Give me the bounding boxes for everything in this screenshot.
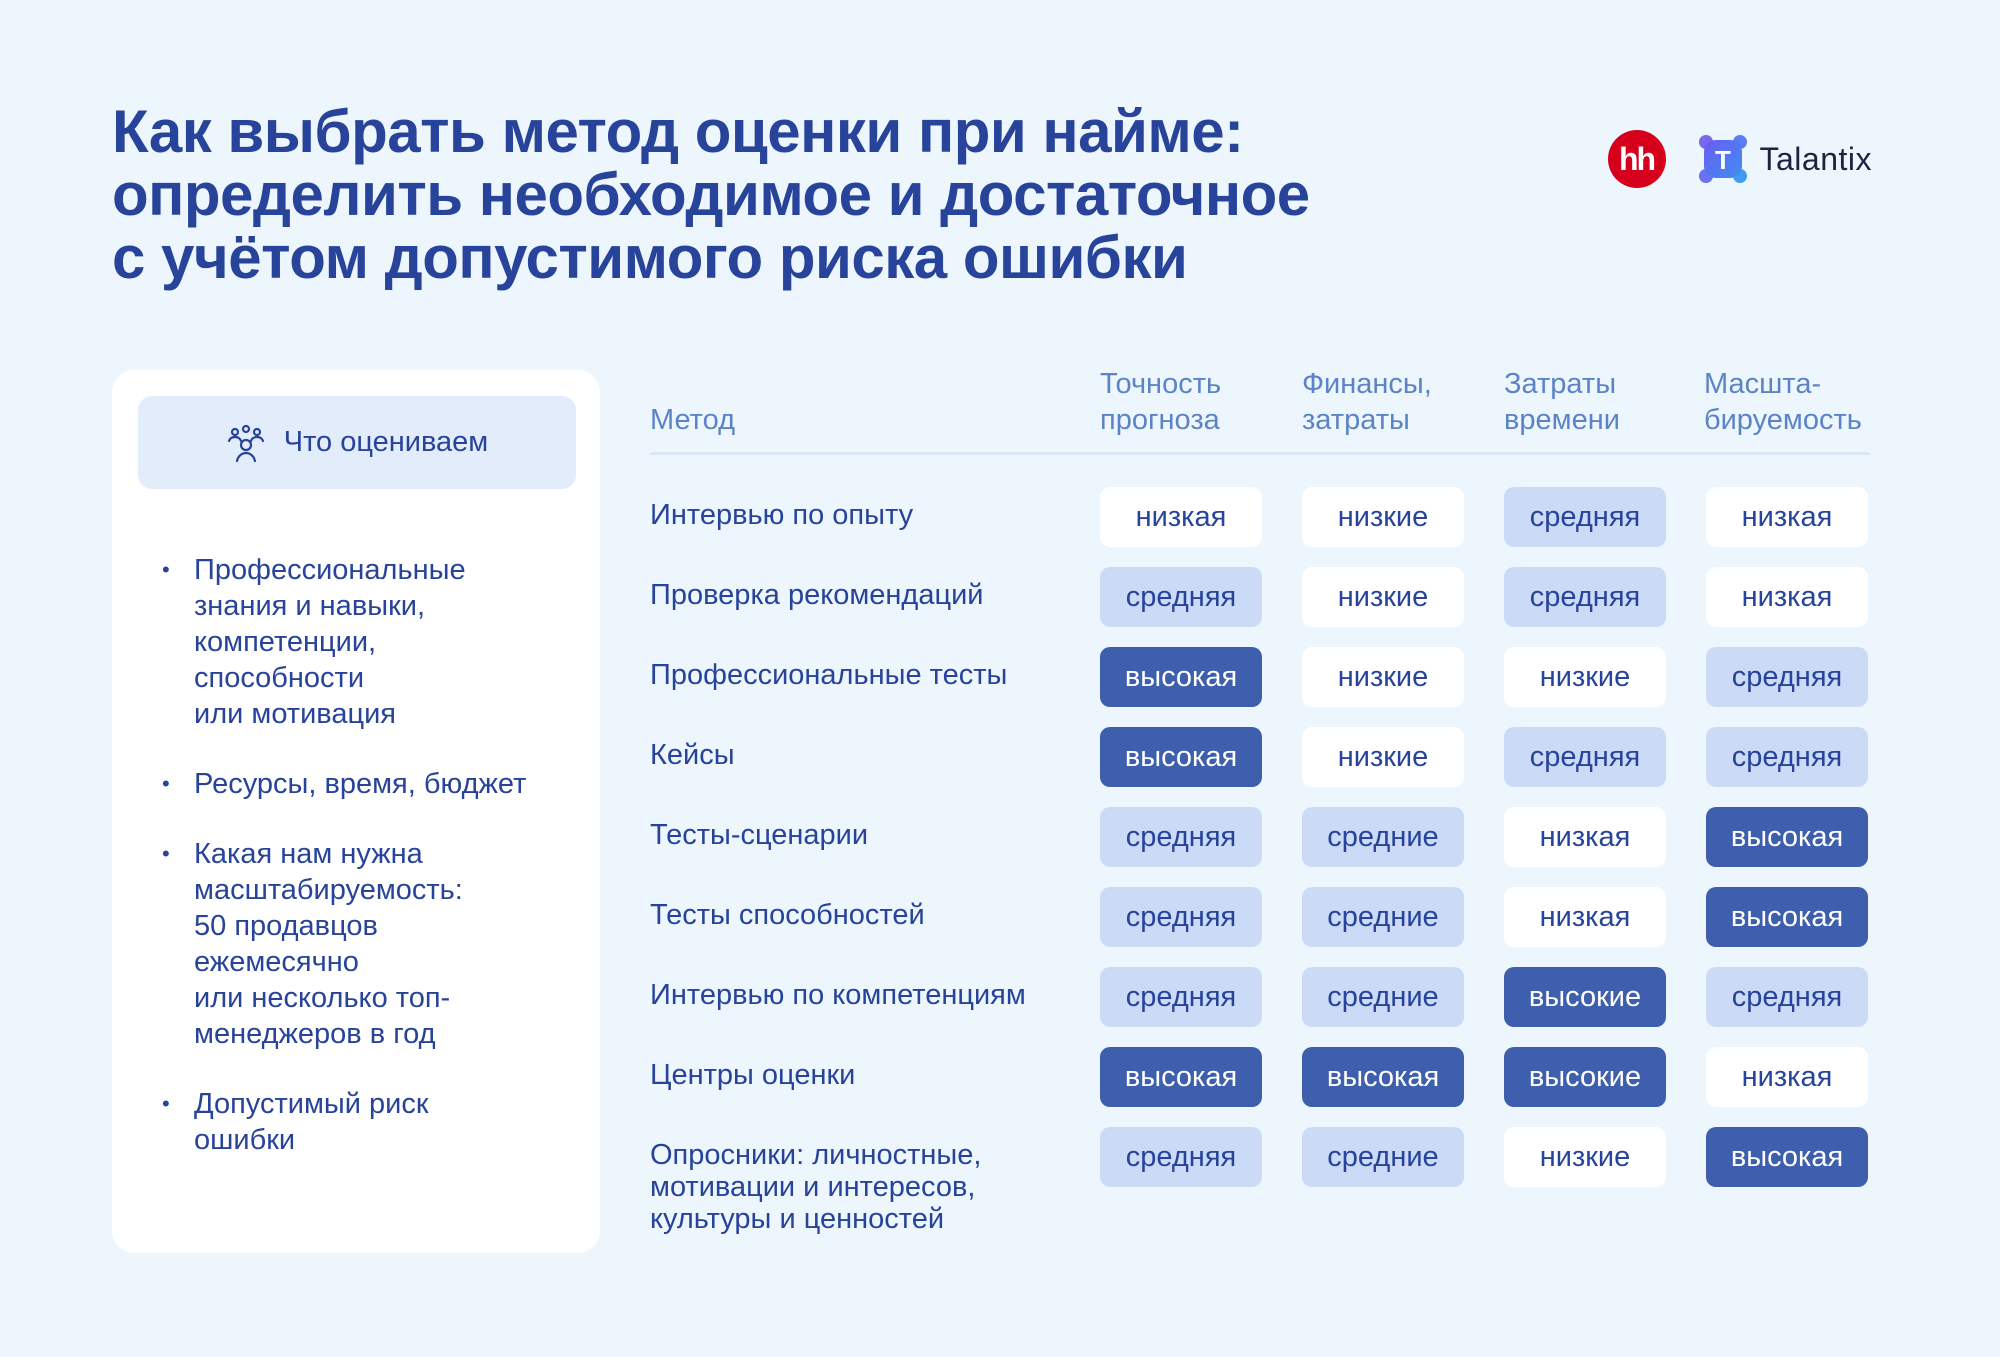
rating-badge: высокая [1100,647,1262,707]
rating-badge: высокая [1706,807,1868,867]
header-accuracy: Точность прогноза [1100,368,1222,436]
page-title [112,100,1412,289]
criteria-item: • Ресурсы, время, бюджет [162,766,572,802]
rating-badge: средняя [1706,967,1868,1027]
rating-badge: средняя [1100,807,1262,867]
logos [1608,130,1873,188]
rating-badge: средние [1302,807,1464,867]
people-group-icon [226,423,266,463]
title-line-2: определить необходимое и достаточное [112,161,1310,228]
table-row [650,727,1870,787]
talantix-letter: T [1714,145,1731,175]
rating-badge: низкая [1706,487,1868,547]
methods-table [650,360,1870,1235]
criteria-list [162,552,572,1192]
table-row [650,1047,1870,1107]
table-header [650,360,1870,455]
header-method: Метод [650,404,736,436]
rating-badge: низкая [1100,487,1262,547]
criteria-header-label: Что оцениваем [283,426,489,458]
rating-badge: средняя [1100,1127,1262,1187]
header-scalability: Масшта- бируемость [1704,368,1862,436]
rating-badge: низкие [1302,647,1464,707]
rating-badge: высокая [1100,727,1262,787]
rating-badge: низкие [1302,727,1464,787]
rating-badge: высокая [1302,1047,1464,1107]
title-line-1: Как выбрать метод оценки при найме: [112,98,1244,165]
table-row [650,807,1870,867]
rating-badge: высокая [1100,1047,1262,1107]
method-name: Тесты-сценарии [650,819,869,851]
method-name: Тесты способностей [650,899,925,931]
rating-badge: средние [1302,967,1464,1027]
rating-badge: средняя [1504,727,1666,787]
rating-badge: средняя [1504,567,1666,627]
method-name: Профессиональные тесты [650,659,1008,691]
hh-logo-text: hh [1618,140,1655,177]
method-name: Интервью по компетенциям [650,979,1026,1011]
table-row [650,967,1870,1027]
method-name: Опросники: личностные, мотивации и интересов, культуры и ценностей [650,1139,982,1235]
rating-badge: низкие [1302,487,1464,547]
rating-badge: средняя [1100,567,1262,627]
talantix-logo [1698,134,1873,184]
table-row [650,1127,1870,1235]
table-row [650,567,1870,627]
rating-badge: низкая [1504,807,1666,867]
rating-badge: средняя [1504,487,1666,547]
rating-badge: низкая [1504,887,1666,947]
method-name: Проверка рекомендаций [650,579,984,611]
rating-badge: низкие [1302,567,1464,627]
criteria-header [138,396,576,489]
method-name: Кейсы [650,739,735,771]
rating-badge: низкая [1706,1047,1868,1107]
criteria-item: • Допустимый риск ошибки [162,1086,572,1158]
rating-badge: высокие [1504,967,1666,1027]
table-row [650,487,1870,547]
rating-badge: средняя [1100,887,1262,947]
rating-badge: средние [1302,1127,1464,1187]
title-line-3: с учётом допустимого риска ошибки [112,224,1188,291]
method-name: Центры оценки [650,1059,856,1091]
rating-badge: средняя [1706,647,1868,707]
header-finance: Финансы, затраты [1302,368,1432,436]
criteria-item: • Профессиональные знания и навыки, компетенции, способности или мотивация [162,552,572,732]
talantix-name: Talantix [1759,140,1872,177]
criteria-item: • Какая нам нужна масштабируемость: 50 продавцов ежемесячно или несколько топ- менеджеров в год [162,836,572,1052]
table-row [650,887,1870,947]
rating-badge: низкая [1706,567,1868,627]
rating-badge: средние [1302,887,1464,947]
header-time: Затраты времени [1504,368,1620,436]
rating-badge: средняя [1100,967,1262,1027]
rating-badge: высокие [1504,1047,1666,1107]
criteria-card [112,370,600,1253]
rating-badge: низкие [1504,647,1666,707]
table-row [650,647,1870,707]
hh-logo [1608,130,1666,188]
rating-badge: высокая [1706,887,1868,947]
rating-badge: высокая [1706,1127,1868,1187]
method-name: Интервью по опыту [650,499,914,531]
talantix-mark-icon [1698,134,1748,184]
rating-badge: низкие [1504,1127,1666,1187]
rating-badge: средняя [1706,727,1868,787]
